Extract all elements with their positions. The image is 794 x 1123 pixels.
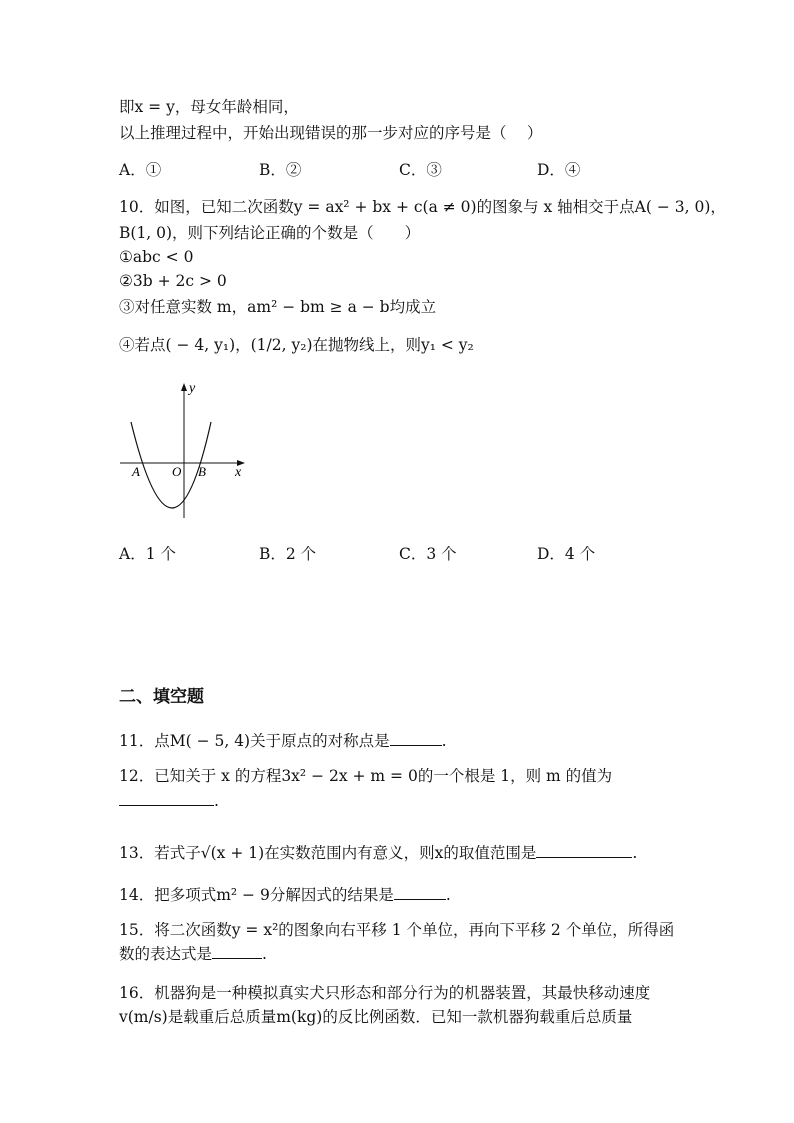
question-14 <box>119 884 451 906</box>
point-b-label: B <box>198 464 206 479</box>
question-11-text: 11．点M( − 5, 4)关于原点的对称点是 <box>119 732 390 750</box>
answer-blank <box>119 790 214 806</box>
option-a: A．① <box>119 161 162 179</box>
question-12-blank-line <box>119 790 219 812</box>
y-axis-arrow <box>181 383 187 391</box>
answer-blank <box>390 730 442 746</box>
period: . <box>214 792 219 810</box>
section-title: 二、填空题 <box>119 687 204 707</box>
period: . <box>441 732 447 750</box>
option-b: B．2 个 <box>259 545 317 563</box>
period: . <box>445 886 451 904</box>
option-c: C．3 个 <box>399 545 457 563</box>
text-line: 即x = y，母女年龄相同， <box>119 98 299 116</box>
point-a-label: A <box>132 464 140 479</box>
question-15-text: 数的表达式是 <box>119 945 213 963</box>
option-a: A．1 个 <box>119 545 176 563</box>
question-12: 12．已知关于 x 的方程3x² − 2x + m = 0的一个根是 1，则 m 的值为 <box>119 767 613 785</box>
answer-blank <box>536 842 632 858</box>
conclusion-2: ②3b + 2c > 0 <box>119 272 227 290</box>
answer-blank <box>212 943 262 959</box>
period: . <box>632 844 638 862</box>
option-d: D．④ <box>537 161 581 179</box>
parabola-figure <box>115 378 255 523</box>
conclusion-3: ③对任意实数 m，am² − bm ≥ a − b均成立 <box>119 298 437 316</box>
period: . <box>262 945 267 963</box>
question-14-text: 14．把多项式m² − 9分解因式的结果是 <box>119 886 394 904</box>
conclusion-1: ①abc < 0 <box>119 248 194 266</box>
question-15-cont <box>119 943 267 965</box>
question-13 <box>119 842 637 864</box>
option-c: C．③ <box>399 161 442 179</box>
option-b: B．② <box>259 161 302 179</box>
y-axis-label: y <box>189 381 196 396</box>
question-16: 16．机器狗是一种模拟真实犬只形态和部分行为的机器装置，其最快移动速度 <box>119 984 651 1002</box>
question-11 <box>119 730 447 752</box>
text-line: 以上推理过程中，开始出现错误的那一步对应的序号是（ ） <box>119 124 543 142</box>
conclusion-4: ④若点( − 4, y₁)，(1/2, y₂)在抛物线上，则y₁ < y₂ <box>119 336 474 354</box>
question-10-stem-cont: B(1, 0)，则下列结论正确的个数是（ ） <box>119 224 421 242</box>
x-axis-label: x <box>235 465 242 480</box>
question-15: 15．将二次函数y = x²的图象向右平移 1 个单位，再向下平移 2 个单位，所得函 <box>119 921 675 939</box>
option-d: D．4 个 <box>537 545 596 563</box>
question-13-text: 13．若式子√(x + 1)在实数范围内有意义，则x的取值范围是 <box>119 844 537 862</box>
answer-blank <box>394 884 446 900</box>
question-16-cont: v(m/s)是载重后总质量m(kg)的反比例函数．已知一款机器狗载重后总质量 <box>119 1008 633 1026</box>
origin-label: O <box>172 464 182 479</box>
question-10-stem: 10．如图，已知二次函数y = ax² + bx + c(a ≠ 0)的图象与 x 轴相交于点A( − 3, 0)， <box>119 198 726 216</box>
